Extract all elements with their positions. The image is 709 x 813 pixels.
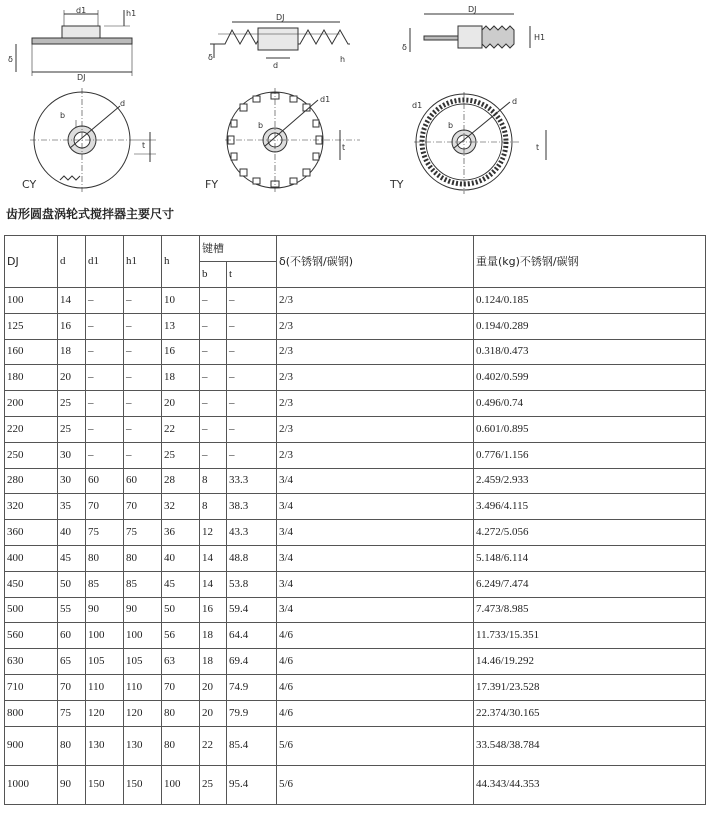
table-cell: 3/4: [277, 545, 474, 571]
table-row: [5, 545, 706, 571]
table-cell: 63: [162, 649, 200, 675]
table-cell: 18: [162, 365, 200, 391]
table-cell: 20: [200, 674, 227, 700]
table-cell: 2/3: [277, 313, 474, 339]
table-cell: 44.343/44.353: [474, 765, 706, 804]
label-b-ty: b: [448, 121, 454, 130]
label-d1: d1: [76, 6, 87, 15]
label-ty: TY: [390, 178, 404, 191]
table-cell: 5.148/6.114: [474, 545, 706, 571]
table-row: [5, 442, 706, 468]
table-cell: –: [86, 288, 124, 314]
table-cell: 65: [58, 649, 86, 675]
table-cell: 85: [124, 571, 162, 597]
table-cell: 0.601/0.895: [474, 416, 706, 442]
label-fy: FY: [205, 178, 219, 191]
table-cell: 22.374/30.165: [474, 700, 706, 726]
label-delta: δ: [8, 55, 13, 64]
label-t-ty: t: [536, 143, 540, 152]
table-cell: 180: [5, 365, 58, 391]
ty-side-view: [410, 14, 530, 52]
label-d-cy: d: [120, 99, 126, 108]
table-cell: 130: [124, 726, 162, 765]
table-cell: 4/6: [277, 700, 474, 726]
table-cell: 64.4: [227, 623, 277, 649]
table-cell: 4/6: [277, 649, 474, 675]
table-cell: 80: [124, 545, 162, 571]
table-cell: 16: [200, 597, 227, 623]
table-cell: 38.3: [227, 494, 277, 520]
table-cell: 25: [58, 391, 86, 417]
table-cell: 80: [86, 545, 124, 571]
label-dj: DJ: [77, 73, 86, 82]
table-cell: 100: [5, 288, 58, 314]
table-cell: 4/6: [277, 674, 474, 700]
table-cell: –: [124, 442, 162, 468]
table-cell: 160: [5, 339, 58, 365]
header-keyway: 键槽: [200, 236, 277, 262]
table-row: [5, 520, 706, 546]
table-cell: 28: [162, 468, 200, 494]
table-cell: 0.124/0.185: [474, 288, 706, 314]
table-cell: 2/3: [277, 416, 474, 442]
table-cell: 3/4: [277, 494, 474, 520]
table-cell: 5/6: [277, 765, 474, 804]
table-cell: 17.391/23.528: [474, 674, 706, 700]
table-cell: –: [200, 442, 227, 468]
table-cell: –: [124, 313, 162, 339]
label-d1-ty: d1: [412, 101, 423, 110]
table-cell: 74.9: [227, 674, 277, 700]
table-row: [5, 597, 706, 623]
table-cell: 56: [162, 623, 200, 649]
table-cell: –: [124, 391, 162, 417]
table-cell: 75: [86, 520, 124, 546]
table-cell: 20: [58, 365, 86, 391]
table-row: [5, 339, 706, 365]
table-cell: 22: [162, 416, 200, 442]
table-cell: 85.4: [227, 726, 277, 765]
table-row: [5, 416, 706, 442]
table-cell: 2/3: [277, 365, 474, 391]
table-cell: 59.4: [227, 597, 277, 623]
header-dj: DJ: [5, 236, 58, 288]
table-row: [5, 365, 706, 391]
table-cell: 25: [162, 442, 200, 468]
table-row: [5, 649, 706, 675]
table-cell: 220: [5, 416, 58, 442]
header-weight: 重量(kg)不锈钢/碳钢: [474, 236, 706, 288]
table-cell: 2/3: [277, 288, 474, 314]
table-cell: 14: [200, 571, 227, 597]
table-cell: 43.3: [227, 520, 277, 546]
table-row: [5, 288, 706, 314]
cy-top-view: [30, 88, 156, 192]
table-cell: –: [227, 339, 277, 365]
table-cell: 18: [200, 649, 227, 675]
header-t: t: [227, 262, 277, 288]
table-cell: 70: [124, 494, 162, 520]
table-row: [5, 726, 706, 765]
table-cell: 36: [162, 520, 200, 546]
table-cell: 11.733/15.351: [474, 623, 706, 649]
table-cell: 125: [5, 313, 58, 339]
table-cell: –: [227, 365, 277, 391]
table-cell: –: [200, 416, 227, 442]
ty-top-view: [414, 92, 546, 194]
table-cell: 53.8: [227, 571, 277, 597]
table-cell: 150: [86, 765, 124, 804]
label-t-fy: t: [342, 143, 346, 152]
table-cell: 22: [200, 726, 227, 765]
table-cell: 8: [200, 494, 227, 520]
fy-top-view: [225, 88, 360, 192]
table-cell: 630: [5, 649, 58, 675]
table-cell: –: [86, 391, 124, 417]
header-delta: δ(不锈钢/碳钢): [277, 236, 474, 288]
table-cell: 450: [5, 571, 58, 597]
table-cell: 80: [162, 700, 200, 726]
table-cell: 95.4: [227, 765, 277, 804]
table-cell: 400: [5, 545, 58, 571]
table-cell: 100: [162, 765, 200, 804]
table-cell: –: [124, 365, 162, 391]
label-h1: h1: [126, 9, 137, 18]
label-h1-ty: H1: [534, 33, 546, 42]
table-cell: 80: [58, 726, 86, 765]
table-cell: 60: [86, 468, 124, 494]
table-cell: 250: [5, 442, 58, 468]
label-b-cy: b: [60, 111, 66, 120]
table-row: [5, 623, 706, 649]
header-d1: d1: [86, 236, 124, 288]
dimension-table: [4, 235, 706, 805]
table-cell: 0.776/1.156: [474, 442, 706, 468]
table-cell: 18: [58, 339, 86, 365]
header-b: b: [200, 262, 227, 288]
table-cell: 45: [58, 545, 86, 571]
table-cell: 3/4: [277, 468, 474, 494]
table-cell: 33.548/38.784: [474, 726, 706, 765]
table-cell: –: [227, 288, 277, 314]
table-cell: –: [124, 416, 162, 442]
table-cell: 32: [162, 494, 200, 520]
table-cell: 150: [124, 765, 162, 804]
header-d: d: [58, 236, 86, 288]
table-row: [5, 313, 706, 339]
table-cell: –: [86, 416, 124, 442]
table-cell: 280: [5, 468, 58, 494]
table-cell: –: [86, 365, 124, 391]
table-cell: 30: [58, 442, 86, 468]
table-cell: 70: [86, 494, 124, 520]
table-row: [5, 765, 706, 804]
header-h1: h1: [124, 236, 162, 288]
table-cell: 12: [200, 520, 227, 546]
label-dj-fy: DJ: [276, 13, 285, 22]
table-cell: –: [86, 313, 124, 339]
table-cell: –: [227, 391, 277, 417]
table-cell: 79.9: [227, 700, 277, 726]
table-cell: 75: [124, 520, 162, 546]
header-row-1: [5, 236, 706, 262]
table-cell: 35: [58, 494, 86, 520]
table-row: [5, 674, 706, 700]
table-cell: –: [200, 313, 227, 339]
table-cell: 16: [162, 339, 200, 365]
table-cell: 0.496/0.74: [474, 391, 706, 417]
table-cell: 105: [124, 649, 162, 675]
table-cell: 70: [58, 674, 86, 700]
table-cell: 110: [86, 674, 124, 700]
table-title: 齿形圆盘涡轮式搅拌器主要尺寸: [6, 207, 175, 221]
table-cell: 1000: [5, 765, 58, 804]
header-h: h: [162, 236, 200, 288]
table-cell: 40: [162, 545, 200, 571]
table-cell: 2/3: [277, 442, 474, 468]
table-cell: 20: [200, 700, 227, 726]
table-cell: 60: [58, 623, 86, 649]
label-h-fy: h: [340, 55, 346, 64]
table-cell: –: [227, 416, 277, 442]
table-cell: 60: [124, 468, 162, 494]
fy-side-view: [210, 22, 350, 58]
table-cell: 110: [124, 674, 162, 700]
table-cell: 40: [58, 520, 86, 546]
cy-side-view: [16, 10, 132, 76]
table-cell: 90: [58, 765, 86, 804]
table-cell: –: [227, 442, 277, 468]
table-cell: 30: [58, 468, 86, 494]
technical-drawings: [0, 0, 709, 205]
table-row: [5, 391, 706, 417]
label-dj-ty: DJ: [468, 5, 477, 14]
table-cell: 85: [86, 571, 124, 597]
label-d-fy: d: [273, 61, 279, 70]
label-d-ty: d: [512, 97, 518, 106]
table-cell: 25: [58, 416, 86, 442]
table-cell: –: [227, 313, 277, 339]
table-cell: 33.3: [227, 468, 277, 494]
table-cell: 5/6: [277, 726, 474, 765]
table-cell: 4.272/5.056: [474, 520, 706, 546]
table-cell: 13: [162, 313, 200, 339]
table-cell: 14: [58, 288, 86, 314]
table-cell: 75: [58, 700, 86, 726]
table-cell: 45: [162, 571, 200, 597]
table-cell: 3/4: [277, 597, 474, 623]
table-cell: 55: [58, 597, 86, 623]
table-cell: 710: [5, 674, 58, 700]
table-cell: 3/4: [277, 520, 474, 546]
table-cell: 100: [86, 623, 124, 649]
label-b-fy: b: [258, 121, 264, 130]
table-cell: 50: [58, 571, 86, 597]
table-cell: 70: [162, 674, 200, 700]
table-cell: 14.46/19.292: [474, 649, 706, 675]
table-cell: 10: [162, 288, 200, 314]
table-cell: 14: [200, 545, 227, 571]
table-cell: 800: [5, 700, 58, 726]
table-cell: –: [200, 339, 227, 365]
label-d1-fy: d1: [320, 95, 331, 104]
table-cell: 25: [200, 765, 227, 804]
table-cell: 90: [124, 597, 162, 623]
table-cell: 0.402/0.599: [474, 365, 706, 391]
table-cell: 4/6: [277, 623, 474, 649]
table-cell: 3.496/4.115: [474, 494, 706, 520]
table-cell: 120: [86, 700, 124, 726]
table-cell: 120: [124, 700, 162, 726]
table-cell: 105: [86, 649, 124, 675]
table-cell: 500: [5, 597, 58, 623]
label-t-cy: t: [142, 141, 146, 150]
label-delta-fy: δ: [208, 53, 213, 62]
table-cell: 20: [162, 391, 200, 417]
table-cell: 560: [5, 623, 58, 649]
table-cell: 18: [200, 623, 227, 649]
table-row: [5, 700, 706, 726]
table-cell: 8: [200, 468, 227, 494]
table-cell: 360: [5, 520, 58, 546]
table-cell: –: [200, 288, 227, 314]
table-cell: –: [124, 339, 162, 365]
table-cell: 6.249/7.474: [474, 571, 706, 597]
table-row: [5, 571, 706, 597]
table-cell: 320: [5, 494, 58, 520]
table-cell: 3/4: [277, 571, 474, 597]
table-cell: 7.473/8.985: [474, 597, 706, 623]
label-delta-ty: δ: [402, 43, 407, 52]
table-cell: –: [124, 288, 162, 314]
table-cell: –: [200, 365, 227, 391]
table-cell: 50: [162, 597, 200, 623]
table-cell: 69.4: [227, 649, 277, 675]
table-row: [5, 468, 706, 494]
table-cell: 130: [86, 726, 124, 765]
table-cell: 90: [86, 597, 124, 623]
table-cell: 900: [5, 726, 58, 765]
table-cell: 16: [58, 313, 86, 339]
table-cell: 80: [162, 726, 200, 765]
table-cell: 100: [124, 623, 162, 649]
table-cell: 2/3: [277, 339, 474, 365]
table-cell: 200: [5, 391, 58, 417]
table-cell: 2.459/2.933: [474, 468, 706, 494]
table-cell: –: [86, 442, 124, 468]
table-cell: 0.194/0.289: [474, 313, 706, 339]
table-cell: 2/3: [277, 391, 474, 417]
table-cell: 48.8: [227, 545, 277, 571]
table-cell: –: [86, 339, 124, 365]
label-cy: CY: [22, 178, 37, 191]
table-cell: –: [200, 391, 227, 417]
table-row: [5, 494, 706, 520]
table-cell: 0.318/0.473: [474, 339, 706, 365]
